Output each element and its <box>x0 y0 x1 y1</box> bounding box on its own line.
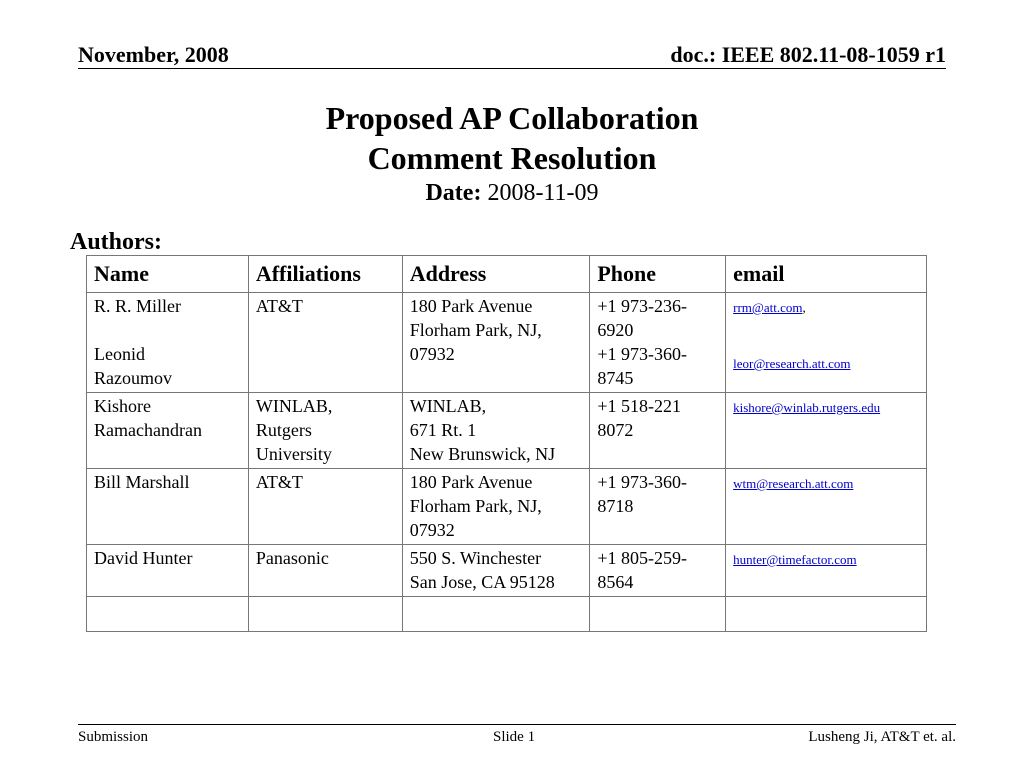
table-row <box>87 545 927 597</box>
cell-email <box>726 545 927 597</box>
name-text: Bill Marshall <box>94 472 190 492</box>
authors-table <box>86 255 927 632</box>
table-row <box>87 293 927 393</box>
footer-slide-number: Slide 1 <box>493 729 536 745</box>
cell-address <box>402 393 590 469</box>
phone-text: +1 973-360- <box>597 472 687 492</box>
phone-text: 8745 <box>597 368 634 388</box>
footer-divider <box>78 724 956 725</box>
date-label: Date: <box>425 180 482 206</box>
table-header-row <box>87 256 927 293</box>
cell-name <box>87 469 249 545</box>
phone-text: 8718 <box>597 496 634 516</box>
name-text: David Hunter <box>94 548 193 568</box>
cell-empty <box>87 597 249 632</box>
cell-phone <box>590 545 726 597</box>
email-link[interactable]: wtm@research.att.com <box>733 476 854 491</box>
phone-text: 8072 <box>597 420 634 440</box>
address-text: 07932 <box>409 520 455 540</box>
date-value: 2008-11-09 <box>487 180 599 206</box>
cell-name <box>87 293 249 393</box>
phone-text: 8564 <box>597 572 634 592</box>
authors-heading: Authors: <box>70 229 163 255</box>
name-text: Kishore <box>94 396 151 416</box>
cell-name <box>87 393 249 469</box>
name-text: R. R. Miller <box>94 296 182 316</box>
affiliation-text: University <box>255 444 332 464</box>
cell-empty <box>726 597 927 632</box>
affiliation-text: Panasonic <box>255 548 329 568</box>
cell-phone <box>590 393 726 469</box>
title-line-1: Proposed AP Collaboration <box>325 100 699 136</box>
affiliation-text: AT&T <box>255 472 303 492</box>
address-text: 550 S. Winchester <box>409 548 542 568</box>
address-text: WINLAB, <box>409 396 487 416</box>
address-text: 671 Rt. 1 <box>409 420 477 440</box>
col-header-affiliations: Affiliations <box>248 256 402 293</box>
address-text: Florham Park, NJ, <box>409 320 542 340</box>
cell-name <box>87 545 249 597</box>
address-text: San Jose, CA 95128 <box>409 572 555 592</box>
address-text: 07932 <box>409 344 455 364</box>
cell-address <box>402 545 590 597</box>
phone-text: +1 518-221 <box>597 396 682 416</box>
affiliation-text: Rutgers <box>255 420 312 440</box>
cell-email <box>726 393 927 469</box>
cell-phone <box>590 293 726 393</box>
col-header-phone: Phone <box>590 256 726 293</box>
affiliation-text: AT&T <box>255 296 303 316</box>
cell-email <box>726 293 927 393</box>
name-text: Razoumov <box>94 368 172 388</box>
footer-submission: Submission <box>78 729 149 745</box>
slide-title <box>0 98 1024 178</box>
col-header-email: email <box>726 256 927 293</box>
phone-text: +1 973-236- <box>597 296 687 316</box>
cell-affiliation <box>248 545 402 597</box>
cell-empty <box>248 597 402 632</box>
cell-affiliation <box>248 293 402 393</box>
header-date: November, 2008 <box>78 42 229 67</box>
email-link[interactable]: hunter@timefactor.com <box>733 552 857 567</box>
phone-text: 6920 <box>597 320 634 340</box>
col-header-name: Name <box>87 256 249 293</box>
email-link[interactable]: rrm@att.com <box>733 300 803 315</box>
cell-address <box>402 469 590 545</box>
cell-phone <box>590 469 726 545</box>
email-link[interactable]: leor@research.att.com <box>733 356 851 371</box>
header-divider <box>78 68 946 69</box>
email-link[interactable]: kishore@winlab.rutgers.edu <box>733 400 881 415</box>
cell-affiliation <box>248 393 402 469</box>
footer-author: Lusheng Ji, AT&T et. al. <box>808 729 956 745</box>
table-row <box>87 393 927 469</box>
cell-empty <box>590 597 726 632</box>
table-row-empty <box>87 597 927 632</box>
header-doc-id: doc.: IEEE 802.11-08-1059 r1 <box>670 42 946 67</box>
title-line-2: Comment Resolution <box>367 140 657 176</box>
cell-email <box>726 469 927 545</box>
address-text: 180 Park Avenue <box>409 472 533 492</box>
date-line <box>0 178 1024 208</box>
address-text: New Brunswick, NJ <box>409 444 556 464</box>
email-separator: , <box>802 300 806 315</box>
phone-text: +1 973-360- <box>597 344 687 364</box>
name-text: Ramachandran <box>94 420 202 440</box>
name-text: Leonid <box>94 344 145 364</box>
address-text: 180 Park Avenue <box>409 296 533 316</box>
cell-affiliation <box>248 469 402 545</box>
affiliation-text: WINLAB, <box>255 396 333 416</box>
cell-empty <box>402 597 590 632</box>
table-row <box>87 469 927 545</box>
phone-text: +1 805-259- <box>597 548 687 568</box>
address-text: Florham Park, NJ, <box>409 496 542 516</box>
col-header-address: Address <box>402 256 590 293</box>
cell-address <box>402 293 590 393</box>
